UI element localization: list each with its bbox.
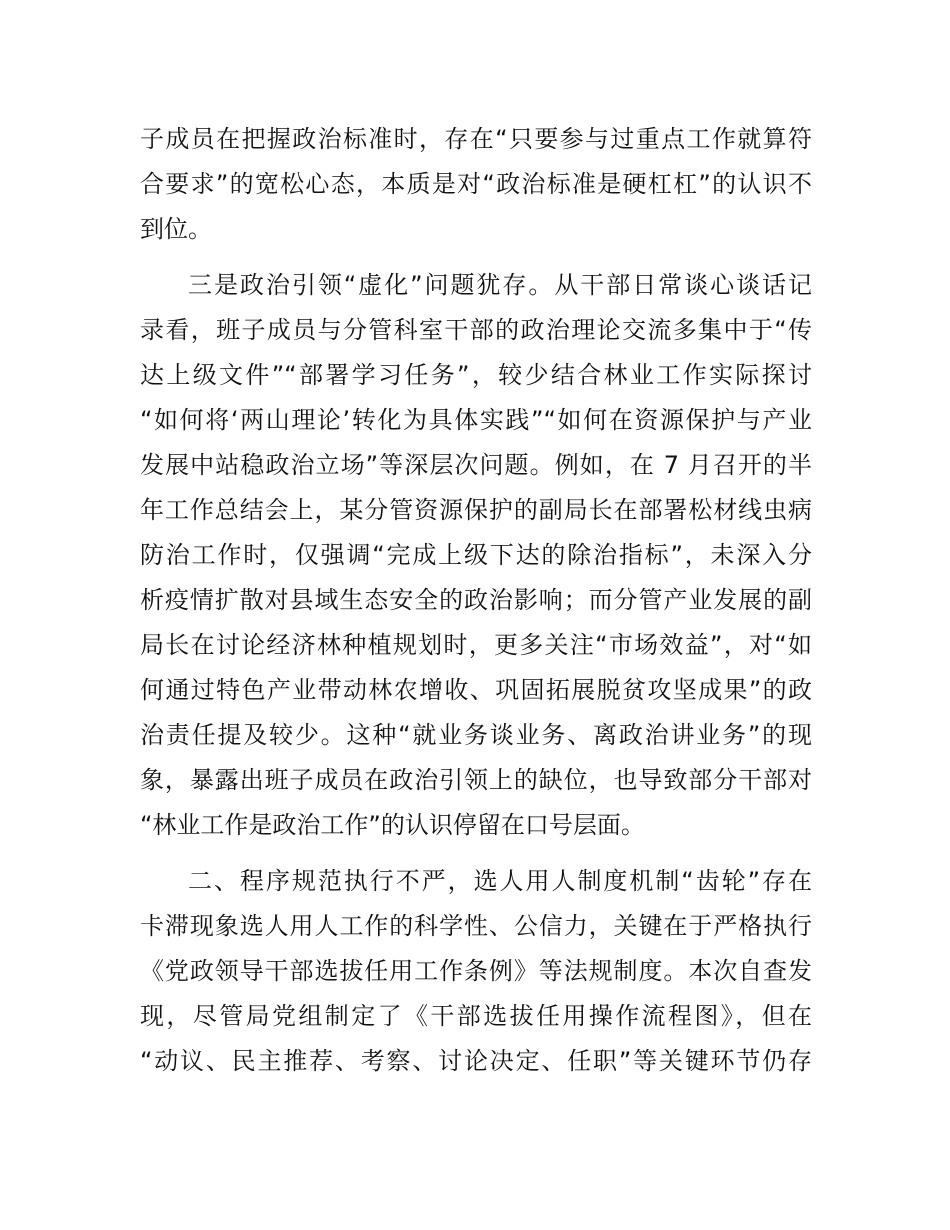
paragraph-3 [140,859,812,1084]
text-line: 卡滞现象选人用人工作的科学性、公信力，关键在于严格执行 [140,912,812,940]
text-line: 三是政治引领“虚化”问题犹存。从干部日常谈心谈话记 [188,271,812,299]
text-line: 合要求”的宽松心态，本质是对“政治标准是硬杠杠”的认识不 [140,170,812,198]
text-line: 《党政领导干部选拔任用工作条例》等法规制度。本次自查发 [140,957,812,985]
text-line: 年工作总结会上，某分管资源保护的副局长在部署松材线虫病 [140,496,812,524]
text-line: 发展中站稳政治立场”等深层次问题。例如，在 7 月召开的半 [140,451,812,479]
text-line: 治责任提及较少。这种“就业务谈业务、离政治讲业务”的现 [140,721,812,749]
paragraph-2 [140,263,812,848]
text-line: 录看，班子成员与分管科室干部的政治理论交流多集中于“传 [140,316,812,344]
text-line: 局长在讨论经济林种植规划时，更多关注“市场效益”，对“如 [140,631,812,659]
text-line: 子成员在把握政治标准时，存在“只要参与过重点工作就算符 [140,125,812,153]
text-line: “动议、民主推荐、考察、讨论决定、任职”等关键环节仍存 [140,1047,812,1075]
text-line: 析疫情扩散对县域生态安全的政治影响；而分管产业发展的副 [140,586,812,614]
text-line: “如何将‘两山理论’转化为具体实践”“如何在资源保护与产业 [140,406,812,434]
text-line: 二、程序规范执行不严，选人用人制度机制“齿轮”存在 [188,867,812,895]
text-line: 防治工作时，仅强调“完成上级下达的除治指标”，未深入分 [140,541,812,569]
body-text [140,117,812,1084]
text-line: 象，暴露出班子成员在政治引领上的缺位，也导致部分干部对 [140,766,812,794]
text-line: “林业工作是政治工作”的认识停留在口号层面。 [140,811,645,839]
text-line: 到位。 [140,215,212,243]
text-line: 何通过特色产业带动林农增收、巩固拓展脱贫攻坚成果”的政 [140,676,812,704]
text-line: 现，尽管局党组制定了《干部选拔任用操作流程图》，但在 [140,1002,812,1030]
text-line: 达上级文件”“部署学习任务”，较少结合林业工作实际探讨 [140,361,812,389]
paragraph-1 [140,117,812,252]
